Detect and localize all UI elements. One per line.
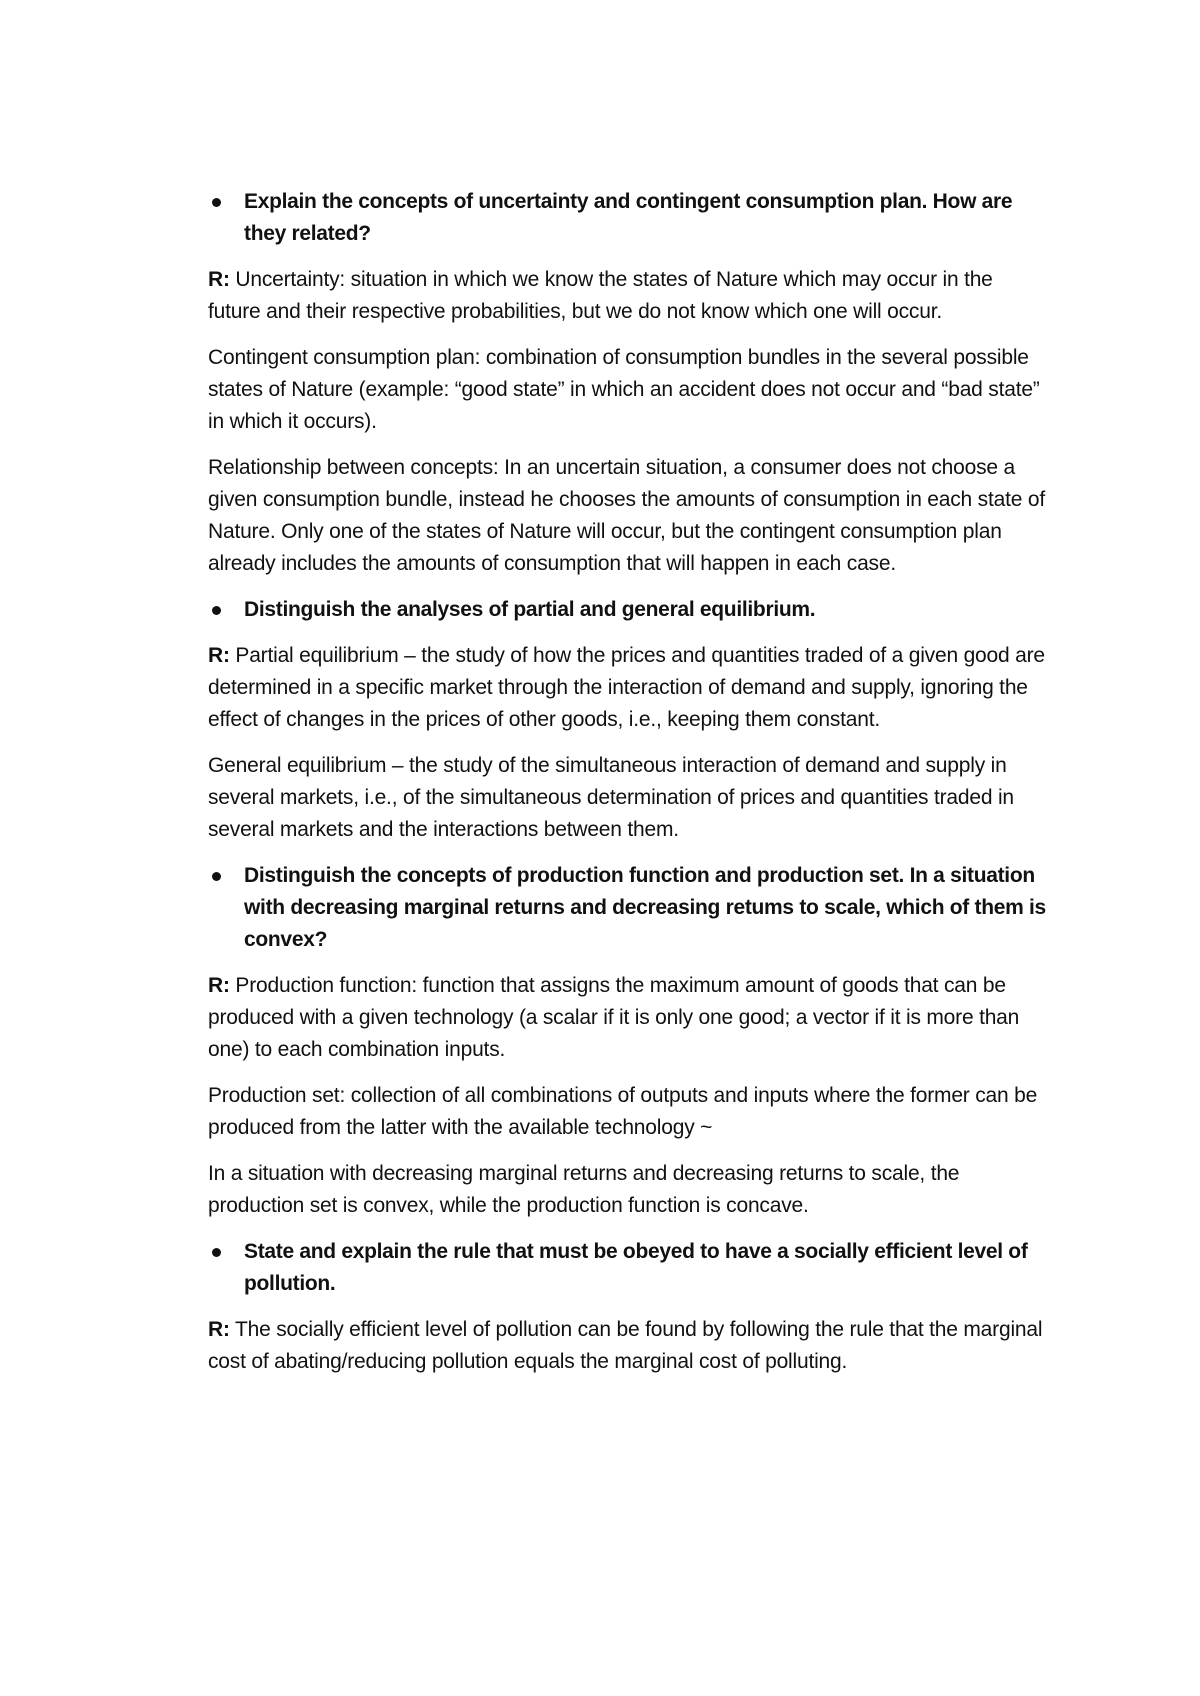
answer-1-paragraph-2: Relationship between concepts: In an uncertain situation, a consumer does not choose a given consumption bundle, instead he chooses the amounts of consumption in each state of Nature. Only one of the states of Nature will occur, but the contingent consumption plan already includes the amounts of consumption that will happen in each case. — [208, 456, 1045, 575]
question-3 — [208, 860, 1048, 956]
answer-label: R: — [208, 1318, 230, 1341]
question-2 — [208, 594, 1048, 626]
answer-2-text: Partial equilibrium – the study of how the prices and quantities traded of a given good are determined in a specific market through the interaction of demand and supply, ignoring the effect of changes in the prices of other goods, i.e., keeping them constant. — [208, 644, 1045, 731]
question-1 — [208, 186, 1048, 250]
question-2-text: Distinguish the analyses of partial and general equilibrium. — [244, 598, 816, 621]
answer-1-paragraph-1: Contingent consumption plan: combination of consumption bundles in the several possible states of Nature (example: “good state” in which an accident does not occur and “bad state” in which it occurs). — [208, 346, 1040, 433]
question-3-text: Distinguish the concepts of production function and production set. In a situation with decreasing marginal returns and decreasing retums to scale, which of them is convex? — [244, 864, 1046, 951]
answer-label: R: — [208, 974, 230, 997]
answer-3-paragraph-1: Production set: collection of all combinations of outputs and inputs where the former can be produced from the latter with the available technology ~ — [208, 1084, 1038, 1139]
bullet-icon — [212, 872, 221, 881]
document-page — [208, 186, 1048, 1392]
answer-3-text: Production function: function that assigns the maximum amount of goods that can be produced with a given technology (a scalar if it is only one good; a vector if it is more than one) to each combination inputs. — [208, 974, 1020, 1061]
bullet-icon — [212, 198, 221, 207]
answer-2-paragraph-1: General equilibrium – the study of the simultaneous interaction of demand and supply in several markets, i.e., of the simultaneous determination of prices and quantities traded in several markets and the interactions between them. — [208, 754, 1014, 841]
bullet-icon — [212, 1248, 221, 1257]
answer-4 — [208, 1314, 1048, 1378]
answer-label: R: — [208, 644, 230, 667]
answer-1 — [208, 264, 1048, 328]
answer-3 — [208, 970, 1048, 1066]
answer-3-paragraph-2: In a situation with decreasing marginal returns and decreasing returns to scale, the production set is convex, while the production function is concave. — [208, 1162, 960, 1217]
answer-4-text: The socially efficient level of pollution can be found by following the rule that the marginal cost of abating/reducing pollution equals the marginal cost of polluting. — [208, 1318, 1043, 1373]
question-4-text: State and explain the rule that must be obeyed to have a socially efficient level of pollution. — [244, 1240, 1028, 1295]
question-4 — [208, 1236, 1048, 1300]
answer-2 — [208, 640, 1048, 736]
question-1-text: Explain the concepts of uncertainty and contingent consumption plan. How are they related? — [244, 190, 1013, 245]
bullet-icon — [212, 606, 221, 615]
answer-1-text: Uncertainty: situation in which we know the states of Nature which may occur in the future and their respective probabilities, but we do not know which one will occur. — [208, 268, 993, 323]
answer-label: R: — [208, 268, 230, 291]
